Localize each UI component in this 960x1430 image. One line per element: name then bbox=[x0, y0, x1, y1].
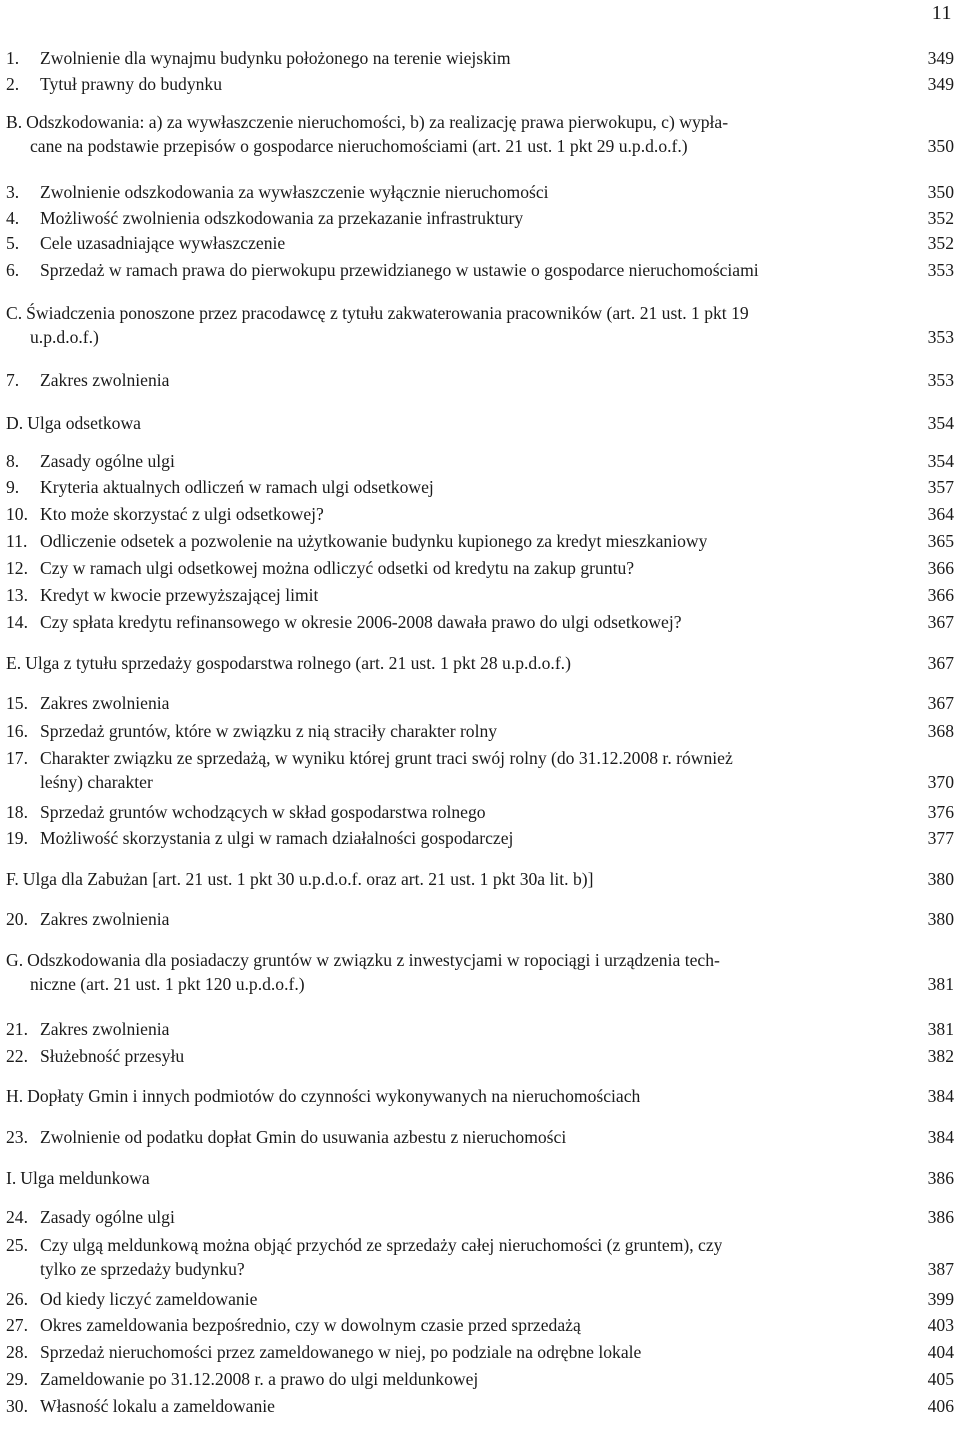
entry-page-number: 353 bbox=[927, 260, 954, 280]
entry-number: B. bbox=[6, 112, 23, 132]
entry-title: Ulga dla Zabużan [art. 21 ust. 1 pkt 30 u.p.d.o.f. oraz art. 21 ust. 1 pkt 30a lit. b)] bbox=[22, 869, 594, 889]
entry-title: Zwolnienie od podatku dopłat Gmin do usuwania azbestu z nieruchomości bbox=[40, 1127, 567, 1147]
entry-title-line1: Świadczenia ponoszone przez pracodawcę z tytułu zakwaterowania pracowników (art. 21 ust. 1 pkt 19 bbox=[26, 303, 749, 323]
entry-page-number: 366 bbox=[927, 585, 954, 605]
toc-item[interactable] bbox=[6, 1287, 954, 1311]
entry-title: Odliczenie odsetek a pozwolenie na użytkowanie budynku kupionego za kredyt mieszkaniowy bbox=[40, 531, 708, 551]
entry-number: F. bbox=[6, 869, 19, 889]
entry-number: 8. bbox=[6, 451, 20, 471]
toc-item[interactable] bbox=[6, 368, 954, 392]
entry-title: Dopłaty Gmin i innych podmiotów do czynności wykonywanych na nieruchomościach bbox=[27, 1086, 641, 1106]
toc-section[interactable] bbox=[6, 651, 954, 675]
entry-page-number: 380 bbox=[927, 909, 954, 929]
entry-number: 16. bbox=[6, 721, 28, 741]
entry-page-number: 386 bbox=[927, 1168, 954, 1188]
entry-title: Ulga odsetkowa bbox=[27, 413, 141, 433]
toc-item[interactable] bbox=[6, 1125, 954, 1149]
entry-page-number: 384 bbox=[927, 1086, 954, 1106]
entry-number: 11. bbox=[6, 531, 28, 551]
toc-item[interactable] bbox=[6, 1205, 954, 1229]
entry-page-number: 350 bbox=[927, 182, 954, 202]
entry-title-line1: Charakter związku ze sprzedażą, w wyniku której grunt traci swój rolny (do 31.12.2008 r. również bbox=[40, 748, 733, 768]
entry-page-number: 399 bbox=[927, 1289, 954, 1309]
entry-page-number: 349 bbox=[927, 74, 954, 94]
toc-item[interactable] bbox=[6, 502, 954, 526]
entry-page-number: 405 bbox=[927, 1369, 954, 1389]
entry-title: Zwolnienie dla wynajmu budynku położonego na terenie wiejskim bbox=[40, 48, 511, 68]
toc-section[interactable] bbox=[6, 948, 954, 996]
toc-item[interactable] bbox=[6, 1367, 954, 1391]
table-of-contents bbox=[6, 0, 954, 1430]
toc-item[interactable] bbox=[6, 258, 954, 282]
entry-title: Okres zameldowania bezpośrednio, czy w dowolnym czasie przed sprzedażą bbox=[40, 1315, 581, 1335]
toc-item[interactable] bbox=[6, 1340, 954, 1364]
entry-page-number: 387 bbox=[927, 1259, 954, 1279]
entry-number: 23. bbox=[6, 1127, 28, 1147]
entry-title: niczne (art. 21 ust. 1 pkt 120 u.p.d.o.f.) bbox=[30, 974, 305, 994]
entry-title: Możliwość zwolnienia odszkodowania za przekazanie infrastruktury bbox=[40, 208, 524, 228]
entry-title: Własność lokalu a zameldowanie bbox=[40, 1396, 275, 1416]
entry-title: Kryteria aktualnych odliczeń w ramach ulgi odsetkowej bbox=[40, 477, 434, 497]
entry-page-number: 367 bbox=[927, 653, 954, 673]
entry-page-number: 353 bbox=[927, 370, 954, 390]
entry-number: C. bbox=[6, 303, 23, 323]
entry-page-number: 370 bbox=[927, 772, 954, 792]
entry-title: Sprzedaż gruntów wchodzących w skład gospodarstwa rolnego bbox=[40, 802, 486, 822]
entry-title: u.p.d.o.f.) bbox=[30, 327, 99, 347]
entry-title: Czy w ramach ulgi odsetkowej można odliczyć odsetki od kredytu na zakup gruntu? bbox=[40, 558, 635, 578]
entry-number: 30. bbox=[6, 1396, 28, 1416]
toc-section[interactable] bbox=[6, 110, 954, 158]
entry-title: Kto może skorzystać z ulgi odsetkowej? bbox=[40, 504, 324, 524]
entry-title: tylko ze sprzedaży budynku? bbox=[40, 1259, 245, 1279]
entry-number: 14. bbox=[6, 612, 28, 632]
entry-page-number: 367 bbox=[927, 693, 954, 713]
toc-item[interactable] bbox=[6, 826, 954, 850]
entry-number: 1. bbox=[6, 48, 20, 68]
entry-number: 29. bbox=[6, 1369, 28, 1389]
entry-number: 19. bbox=[6, 828, 28, 848]
entry-number: 21. bbox=[6, 1019, 28, 1039]
toc-section[interactable] bbox=[6, 1084, 954, 1108]
entry-title: leśny) charakter bbox=[40, 772, 153, 792]
entry-page-number: 353 bbox=[927, 327, 954, 347]
entry-title: Zasady ogólne ulgi bbox=[40, 451, 175, 471]
entry-title-line1: Odszkodowania dla posiadaczy gruntów w związku z inwestycjami w ropociągi i urządzenia tech- bbox=[27, 950, 720, 970]
toc-item[interactable] bbox=[6, 449, 954, 473]
entry-page-number: 381 bbox=[927, 974, 954, 994]
entry-title: Tytuł prawny do budynku bbox=[40, 74, 223, 94]
entry-title: Zakres zwolnienia bbox=[40, 1019, 170, 1039]
toc-item[interactable] bbox=[6, 907, 954, 931]
entry-page-number: 350 bbox=[927, 136, 954, 156]
entry-title: Ulga z tytułu sprzedaży gospodarstwa rolnego (art. 21 ust. 1 pkt 28 u.p.d.o.f.) bbox=[25, 653, 571, 673]
entry-number: G. bbox=[6, 950, 24, 970]
entry-number: 6. bbox=[6, 260, 20, 280]
page-number: 11 bbox=[931, 2, 952, 24]
toc-item[interactable] bbox=[6, 583, 954, 607]
entry-page-number: 376 bbox=[927, 802, 954, 822]
entry-number: 9. bbox=[6, 477, 20, 497]
entry-page-number: 367 bbox=[927, 612, 954, 632]
toc-item[interactable] bbox=[6, 1044, 954, 1068]
entry-page-number: 384 bbox=[927, 1127, 954, 1147]
entry-page-number: 352 bbox=[927, 233, 954, 253]
toc-item[interactable] bbox=[6, 1233, 954, 1281]
toc-item[interactable] bbox=[6, 1313, 954, 1337]
toc-item[interactable] bbox=[6, 746, 954, 794]
entry-number: 3. bbox=[6, 182, 20, 202]
toc-section[interactable] bbox=[6, 411, 954, 435]
entry-number: 20. bbox=[6, 909, 28, 929]
entry-title: Zakres zwolnienia bbox=[40, 693, 170, 713]
entry-title: Możliwość skorzystania z ulgi w ramach działalności gospodarczej bbox=[40, 828, 514, 848]
entry-page-number: 381 bbox=[927, 1019, 954, 1039]
toc-item[interactable] bbox=[6, 206, 954, 230]
entry-page-number: 364 bbox=[927, 504, 954, 524]
entry-number: E. bbox=[6, 653, 22, 673]
toc-item[interactable] bbox=[6, 72, 954, 96]
toc-item[interactable] bbox=[6, 475, 954, 499]
entry-title: Zakres zwolnienia bbox=[40, 370, 170, 390]
entry-number: I. bbox=[6, 1168, 17, 1188]
entry-title: Zwolnienie odszkodowania za wywłaszczenie wyłącznie nieruchomości bbox=[40, 182, 549, 202]
entry-number: 18. bbox=[6, 802, 28, 822]
entry-title: Od kiedy liczyć zameldowanie bbox=[40, 1289, 258, 1309]
entry-title: Kredyt w kwocie przewyższającej limit bbox=[40, 585, 319, 605]
toc-section[interactable] bbox=[6, 867, 954, 891]
entry-page-number: 380 bbox=[927, 869, 954, 889]
toc-item[interactable] bbox=[6, 691, 954, 715]
entry-page-number: 368 bbox=[927, 721, 954, 741]
entry-title: Sprzedaż gruntów, które w związku z nią straciły charakter rolny bbox=[40, 721, 498, 741]
entry-page-number: 406 bbox=[927, 1396, 954, 1416]
entry-number: 26. bbox=[6, 1289, 28, 1309]
entry-number: 22. bbox=[6, 1046, 28, 1066]
entry-number: 24. bbox=[6, 1207, 28, 1227]
entry-number: 27. bbox=[6, 1315, 28, 1335]
entry-number: 13. bbox=[6, 585, 28, 605]
entry-title: Cele uzasadniające wywłaszczenie bbox=[40, 233, 286, 253]
entry-page-number: 349 bbox=[927, 48, 954, 68]
toc-section[interactable] bbox=[6, 1166, 954, 1190]
toc-item[interactable] bbox=[6, 556, 954, 580]
entry-number: 2. bbox=[6, 74, 20, 94]
entry-title: Zameldowanie po 31.12.2008 r. a prawo do ulgi meldunkowej bbox=[40, 1369, 479, 1389]
entry-title-line1: Czy ulgą meldunkową można objąć przychód ze sprzedaży całej nieruchomości (z gruntem), czy bbox=[40, 1235, 723, 1255]
entry-page-number: 386 bbox=[927, 1207, 954, 1227]
entry-page-number: 357 bbox=[927, 477, 954, 497]
entry-number: 5. bbox=[6, 233, 20, 253]
toc-item[interactable] bbox=[6, 610, 954, 634]
entry-title: Służebność przesyłu bbox=[40, 1046, 185, 1066]
entry-number: 10. bbox=[6, 504, 28, 524]
toc-item[interactable] bbox=[6, 719, 954, 743]
entry-number: D. bbox=[6, 413, 24, 433]
entry-page-number: 377 bbox=[927, 828, 954, 848]
entry-number: 7. bbox=[6, 370, 20, 390]
entry-page-number: 403 bbox=[927, 1315, 954, 1335]
entry-number: 4. bbox=[6, 208, 20, 228]
entry-number: 17. bbox=[6, 748, 28, 768]
toc-item[interactable] bbox=[6, 529, 954, 553]
entry-title-line1: Odszkodowania: a) za wywłaszczenie nieruchomości, b) za realizację prawa pierwokupu, c) wypła- bbox=[26, 112, 729, 132]
entry-page-number: 366 bbox=[927, 558, 954, 578]
entry-title: Zakres zwolnienia bbox=[40, 909, 170, 929]
entry-page-number: 354 bbox=[927, 451, 954, 471]
toc-item[interactable] bbox=[6, 46, 954, 70]
toc-section[interactable] bbox=[6, 301, 954, 349]
entry-title: Sprzedaż w ramach prawa do pierwokupu przewidzianego w ustawie o gospodarce nieruchomościami bbox=[40, 260, 759, 280]
entry-number: 15. bbox=[6, 693, 28, 713]
entry-title: Zasady ogólne ulgi bbox=[40, 1207, 175, 1227]
entry-page-number: 352 bbox=[927, 208, 954, 228]
entry-title: Ulga meldunkowa bbox=[20, 1168, 150, 1188]
toc-item[interactable] bbox=[6, 231, 954, 255]
entry-page-number: 365 bbox=[927, 531, 954, 551]
toc-item[interactable] bbox=[6, 1017, 954, 1041]
entry-number: 12. bbox=[6, 558, 28, 578]
entry-title: Czy spłata kredytu refinansowego w okresie 2006-2008 dawała prawo do ulgi odsetkowej? bbox=[40, 612, 682, 632]
entry-title: cane na podstawie przepisów o gospodarce nieruchomościami (art. 21 ust. 1 pkt 29 u.p.d.o.f.) bbox=[30, 136, 688, 156]
entry-number: 25. bbox=[6, 1235, 28, 1255]
toc-item[interactable] bbox=[6, 180, 954, 204]
entry-number: H. bbox=[6, 1086, 24, 1106]
entry-page-number: 382 bbox=[927, 1046, 954, 1066]
toc-item[interactable] bbox=[6, 1394, 954, 1418]
toc-item[interactable] bbox=[6, 800, 954, 824]
entry-number: 28. bbox=[6, 1342, 28, 1362]
entry-page-number: 404 bbox=[927, 1342, 954, 1362]
entry-page-number: 354 bbox=[927, 413, 954, 433]
entry-title: Sprzedaż nieruchomości przez zameldowanego w niej, po podziale na odrębne lokale bbox=[40, 1342, 642, 1362]
